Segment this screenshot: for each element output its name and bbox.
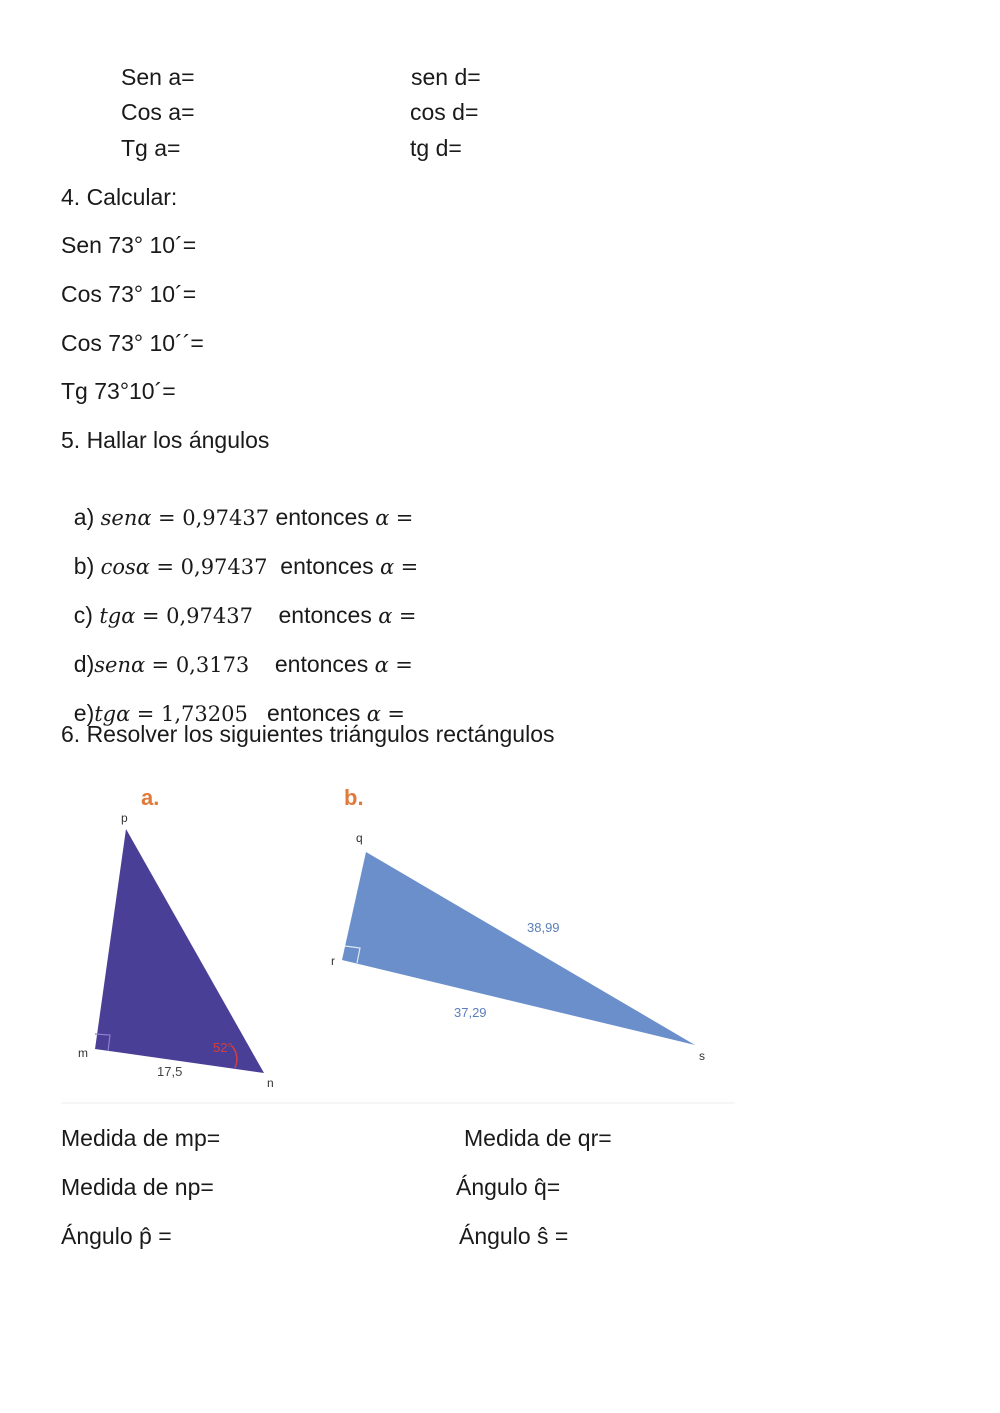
section-4-title: 4. Calcular: (61, 184, 178, 210)
item-prefix: e) (73, 700, 95, 726)
cos-d-label: cos d= (410, 99, 479, 125)
entonces-text: entonces (278, 602, 372, 628)
calc-item-3: Cos 73° 10´´= (61, 330, 204, 356)
vertex-p: p (121, 811, 128, 825)
math-eq: = (395, 506, 414, 530)
math-var: α (378, 604, 393, 628)
vertex-q: q (356, 831, 363, 845)
math-eq: = (395, 653, 413, 677)
triangle-b (342, 852, 695, 1045)
math-var: α (375, 506, 390, 530)
figure-b-label: b. (344, 785, 364, 810)
math-var: α (374, 653, 389, 677)
math-eq: = (398, 604, 417, 628)
math-var: α (380, 555, 395, 579)
section-6-title: 6. Resolver los siguientes triángulos rectángulos (61, 721, 555, 747)
side-rs-value: 37,29 (454, 1005, 487, 1020)
answer-mp: Medida de mp= (61, 1125, 221, 1151)
angle-n-value: 52° (213, 1040, 233, 1055)
entonces-text: entonces (267, 700, 361, 726)
vertex-s: s (699, 1049, 705, 1063)
answer-angle-s: Ángulo ŝ = (459, 1223, 569, 1249)
answer-angle-q: Ángulo q̂= (456, 1174, 561, 1200)
math-func: tgα (99, 604, 136, 628)
math-eq: = (400, 555, 419, 579)
tg-d-label: tg d= (410, 135, 462, 161)
math-value: = 0,97437 (157, 506, 270, 530)
vertex-n: n (267, 1076, 274, 1090)
answer-np: Medida de np= (61, 1174, 214, 1200)
cos-a-label: Cos a= (121, 99, 195, 125)
answer-angle-p: Ángulo p̂ = (61, 1223, 172, 1249)
figure-a-label: a. (141, 785, 160, 810)
section-5-title: 5. Hallar los ángulos (61, 427, 270, 453)
entonces-text: entonces (274, 651, 369, 677)
calc-item-1: Sen 73° 10´= (61, 232, 197, 258)
item-prefix: d) (73, 651, 95, 677)
calc-item-4: Tg 73°10´= (61, 378, 176, 404)
entonces-text: entonces (275, 504, 369, 530)
answer-qr: Medida de qr= (464, 1125, 612, 1151)
tg-a-label: Tg a= (121, 135, 181, 161)
math-func: senα (94, 653, 146, 677)
sen-a-label: Sen a= (121, 64, 195, 90)
vertex-m: m (78, 1046, 88, 1060)
item-prefix: a) (73, 504, 101, 530)
entonces-text: entonces (280, 553, 374, 579)
math-value: = 0,3173 (151, 653, 250, 677)
vertex-r: r (331, 954, 335, 968)
math-func: tgα (94, 702, 131, 726)
triangle-a (95, 829, 264, 1073)
sen-d-label: sen d= (411, 64, 481, 90)
item-prefix: c) (73, 602, 100, 628)
math-func: senα (100, 506, 152, 530)
math-func: cosα (100, 555, 150, 579)
side-mn-value: 17,5 (157, 1064, 183, 1079)
math-var: α (366, 702, 381, 726)
calc-item-2: Cos 73° 10´= (61, 281, 197, 307)
math-value: = 0,97437 (156, 555, 268, 579)
side-qs-value: 38,99 (527, 920, 560, 935)
math-eq: = (387, 702, 405, 726)
math-value: = 1,73205 (136, 702, 248, 726)
item-prefix: b) (73, 553, 101, 579)
math-value: = 0,97437 (141, 604, 253, 628)
